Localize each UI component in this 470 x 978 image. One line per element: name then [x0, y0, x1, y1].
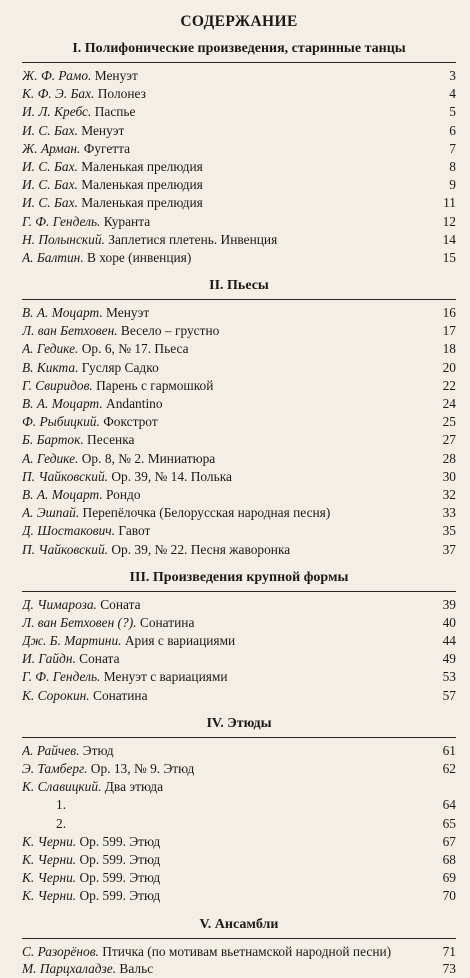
page-number: 6: [449, 122, 456, 138]
dot-leader: [193, 352, 428, 353]
entry-author: Д. Чимароза.: [22, 596, 97, 612]
entry-title: Соната: [100, 596, 141, 612]
entry-author: В. А. Моцарт.: [22, 305, 103, 321]
entry-text: [22, 760, 194, 778]
dot-leader: [164, 863, 428, 864]
page-number: 16: [442, 305, 456, 321]
toc-entry[interactable]: [22, 304, 456, 322]
dot-leader: [134, 152, 428, 153]
toc-entry[interactable]: [22, 340, 456, 358]
entry-text: [22, 395, 163, 413]
page-number: 18: [442, 341, 456, 357]
entry-title: Ор. 8, № 2. Миниатюра: [81, 450, 216, 466]
dot-leader: [236, 480, 428, 481]
toc-section: [22, 275, 456, 559]
toc-entry[interactable]: [22, 249, 456, 267]
entry-title: Ор. 599. Этюд: [79, 888, 161, 904]
entry-text: [22, 249, 191, 267]
toc-entry[interactable]: [22, 431, 456, 449]
entry-text: [22, 596, 141, 614]
toc-entry[interactable]: [22, 668, 456, 686]
dot-leader: [164, 899, 428, 900]
dot-leader: [167, 407, 428, 408]
entry-text: [22, 815, 66, 833]
page-number: 11: [443, 195, 456, 211]
page-number: 24: [442, 396, 456, 411]
page-number: 49: [442, 651, 456, 667]
toc-entry[interactable]: [22, 778, 456, 796]
entry-title: Гусляр Садко: [81, 359, 159, 375]
entry-author: И. С. Бах.: [22, 158, 78, 174]
entry-text: [22, 687, 148, 705]
dot-leader: [217, 389, 428, 390]
page-number: 61: [442, 742, 456, 758]
entry-text: [22, 158, 203, 176]
dot-leader: [70, 808, 428, 809]
entry-title: 2.: [56, 815, 67, 831]
page-number: 35: [442, 523, 456, 539]
dot-leader: [281, 243, 428, 244]
entry-title: Ор. 599. Этюд: [79, 870, 161, 886]
dot-leader: [207, 206, 428, 207]
entry-author: Г. Ф. Гендель.: [22, 669, 101, 685]
toc-sections: [22, 38, 456, 978]
toc-entry[interactable]: [22, 522, 456, 540]
entry-author: К. Черни.: [22, 888, 77, 904]
toc-entry[interactable]: [22, 140, 456, 158]
entry-text: [22, 67, 138, 85]
entry-author: Б. Барток.: [22, 432, 84, 448]
dot-leader: [154, 225, 428, 226]
page-number: 28: [442, 450, 456, 466]
page-number: 67: [442, 833, 456, 849]
dot-leader: [223, 334, 428, 335]
toc-entry[interactable]: [22, 614, 456, 632]
entry-title: Ор. 39, № 14. Полька: [111, 468, 232, 484]
toc-entry[interactable]: [22, 887, 456, 905]
dot-leader: [294, 553, 428, 554]
page-number: 25: [442, 414, 456, 430]
toc-entry[interactable]: [22, 359, 456, 377]
toc-entry[interactable]: [22, 322, 456, 340]
dot-leader: [162, 425, 428, 426]
page-number: 71: [442, 943, 456, 959]
entry-text: [22, 213, 150, 231]
dot-leader: [152, 699, 428, 700]
entry-text: [22, 413, 158, 431]
toc-entry[interactable]: [22, 943, 456, 960]
page-number: 7: [449, 140, 456, 156]
page-number: 65: [442, 815, 456, 831]
entry-text: [22, 322, 219, 340]
entry-title: Куранта: [103, 213, 151, 229]
entry-author: И. С. Бах.: [22, 195, 78, 211]
entry-text: [22, 468, 232, 486]
toc-entry[interactable]: [22, 176, 456, 194]
entry-title: Фугетта: [83, 140, 131, 156]
dot-leader: [118, 754, 428, 755]
dot-leader: [232, 680, 428, 681]
entry-title: Маленькая прелюдия: [81, 195, 203, 211]
entry-title: Сонатина: [139, 614, 195, 630]
entry-title: Весело – грустно: [120, 323, 220, 339]
toc-entry[interactable]: [22, 468, 456, 486]
section-divider: [22, 62, 456, 63]
dot-leader: [164, 845, 428, 846]
dot-leader: [153, 316, 428, 317]
page-number: 15: [442, 249, 456, 265]
entry-text: [22, 486, 141, 504]
dot-leader: [207, 188, 428, 189]
toc-entry[interactable]: [22, 103, 456, 121]
entry-title: Менуэт с вариациями: [103, 669, 228, 685]
entry-text: [22, 522, 150, 540]
entry-title: 1.: [56, 797, 67, 813]
entry-author: К. Сорокин.: [22, 687, 90, 703]
entry-author: А. Райчев.: [22, 742, 80, 758]
page-number: 5: [449, 104, 456, 120]
entry-text: [22, 450, 215, 468]
entry-text: [22, 85, 146, 103]
entry-text: [22, 231, 277, 249]
entry-title: Ор. 599. Этюд: [79, 833, 161, 849]
entry-text: [22, 742, 114, 760]
page-number: 73: [442, 960, 456, 976]
entry-text: [22, 887, 160, 905]
entry-author: С. Разорёнов.: [22, 943, 99, 959]
page-number: 4: [449, 86, 456, 102]
toc-section: [22, 713, 456, 906]
toc-entry[interactable]: [22, 377, 456, 395]
section-heading: II. Пьесы: [209, 278, 269, 294]
entry-author: А. Гедике.: [22, 450, 79, 466]
dot-leader: [207, 170, 428, 171]
toc-entry[interactable]: [22, 194, 456, 212]
entry-title: Менуэт: [81, 122, 125, 138]
entry-title: Два этюда: [104, 779, 164, 795]
dot-leader: [145, 608, 428, 609]
dot-leader: [198, 626, 428, 627]
entry-text: [22, 103, 135, 121]
toc-section: [22, 914, 456, 978]
dot-leader: [145, 498, 428, 499]
dot-leader: [138, 443, 428, 444]
entry-author: В. А. Моцарт.: [22, 486, 103, 502]
entry-author: К. Черни.: [22, 833, 77, 849]
entry-author: К. Ф. Э. Бах.: [22, 86, 95, 102]
page-number: 57: [442, 687, 456, 703]
entry-text: [22, 176, 203, 194]
entry-author: Н. Полынский.: [22, 231, 105, 247]
entry-author: И. С. Бах.: [22, 122, 78, 138]
entry-author: И. Л. Кребс.: [22, 104, 92, 120]
entry-author: И. С. Бах.: [22, 177, 78, 193]
section-divider: [22, 938, 456, 939]
page-number: 3: [449, 68, 456, 83]
dot-leader: [334, 516, 428, 517]
entry-title: Паспье: [94, 104, 136, 120]
dot-leader: [198, 772, 428, 773]
page-number: 33: [442, 505, 456, 521]
page-number: 53: [442, 669, 456, 685]
entry-author: А. Эшпай.: [22, 505, 80, 521]
entry-text: [22, 632, 235, 650]
entry-title: Соната: [79, 651, 120, 667]
entry-title: Ор. 13, № 9. Этюд: [90, 761, 195, 776]
entry-text: [22, 614, 194, 632]
entry-author: П. Чайковский.: [22, 541, 109, 557]
entry-text: [22, 869, 160, 887]
entry-title: Andantino: [106, 396, 163, 411]
entry-text: [22, 943, 405, 960]
page-number: 30: [442, 468, 456, 484]
entry-title: Гавот: [118, 523, 151, 539]
entry-author: П. Чайковский.: [22, 468, 109, 484]
section-divider: [22, 737, 456, 738]
entry-title: Рондо: [106, 486, 141, 502]
entry-text: [22, 796, 66, 814]
entry-text: [22, 359, 159, 377]
page-number: 17: [442, 323, 456, 339]
entry-title: Ор. 39, № 22. Песня жаворонка: [111, 541, 291, 557]
page-number: 69: [442, 870, 456, 886]
entry-title: Заплетися плетень. Инвенция: [108, 231, 278, 247]
entry-author: Г. Ф. Гендель.: [22, 213, 101, 229]
dot-leader: [157, 972, 428, 973]
toc-entry[interactable]: [22, 851, 456, 869]
dot-leader: [150, 97, 428, 98]
page-number: 37: [442, 541, 456, 557]
section-divider: [22, 591, 456, 592]
page-number: 32: [442, 486, 456, 502]
toc-section: [22, 567, 456, 705]
toc-entry[interactable]: [22, 815, 456, 833]
entry-author: Л. ван Бетховен.: [22, 323, 118, 339]
entry-title: Фокстрот: [103, 414, 158, 430]
entry-title: Маленькая прелюдия: [81, 158, 203, 174]
dot-leader: [142, 79, 428, 80]
page-number: 14: [442, 231, 456, 247]
page-number: 70: [442, 888, 456, 904]
page-title: СОДЕРЖАНИЕ: [180, 13, 298, 30]
section-heading: I. Полифонические произведения, старинные танцы: [72, 41, 406, 56]
entry-author: Ж. Арман.: [22, 140, 81, 156]
entry-author: Д. Шостакович.: [22, 523, 116, 539]
dot-leader: [219, 462, 428, 463]
entry-title: Перепёлочка (Белорусская народная песня): [82, 505, 331, 521]
toc-entry[interactable]: [22, 395, 456, 413]
dot-leader: [154, 534, 428, 535]
entry-author: А. Гедике.: [22, 341, 79, 357]
entry-author: Дж. Б. Мартини.: [22, 633, 122, 649]
section-heading: III. Произведения крупной формы: [129, 569, 349, 585]
page-number: 20: [442, 359, 456, 375]
toc-entry[interactable]: [22, 833, 456, 851]
entry-text: [22, 122, 124, 140]
entry-title: Парень с гармошкой: [96, 377, 214, 393]
toc-entry[interactable]: [22, 687, 456, 705]
dot-leader: [128, 134, 428, 135]
entry-author: И. Гайдн.: [22, 651, 76, 667]
page-number: 8: [449, 158, 456, 174]
entry-title: Этюд: [82, 742, 114, 758]
toc-entry[interactable]: [22, 67, 456, 85]
entry-text: [22, 504, 330, 522]
toc-entry[interactable]: [22, 213, 456, 231]
toc-entry[interactable]: [22, 85, 456, 103]
entry-title: Ария с вариациями: [124, 633, 236, 649]
entry-author: В. А. Моцарт.: [22, 396, 103, 411]
toc-entry[interactable]: [22, 541, 456, 559]
toc-entry[interactable]: [22, 742, 456, 760]
page-number: 22: [442, 377, 456, 393]
toc-entry[interactable]: [22, 632, 456, 650]
section-heading: IV. Этюды: [206, 715, 272, 731]
toc-entry[interactable]: [22, 650, 456, 668]
page-number: 40: [442, 614, 456, 630]
entry-title: Маленькая прелюдия: [81, 177, 203, 193]
dot-leader: [195, 261, 428, 262]
entry-text: [22, 431, 134, 449]
toc-entry[interactable]: [22, 504, 456, 522]
entry-text: [22, 960, 153, 978]
toc-section: [22, 38, 456, 267]
entry-text: [22, 304, 149, 322]
toc-entry[interactable]: [22, 450, 456, 468]
toc-entry[interactable]: [22, 796, 456, 814]
entry-title: Менуэт: [94, 68, 138, 83]
toc-entry[interactable]: [22, 122, 456, 140]
entry-text: [22, 194, 203, 212]
entry-text: [22, 650, 120, 668]
toc-entry[interactable]: [22, 486, 456, 504]
entry-text: [22, 833, 160, 851]
toc-entry[interactable]: [22, 869, 456, 887]
page-number: 68: [442, 851, 456, 867]
entry-title: Менуэт: [106, 305, 150, 321]
page-number: 27: [442, 432, 456, 448]
dot-leader: [167, 790, 428, 791]
entry-text: [22, 377, 213, 395]
page-number: 62: [442, 761, 456, 776]
dot-leader: [239, 644, 428, 645]
dot-leader: [124, 662, 428, 663]
entry-text: [22, 140, 130, 158]
page-number: 12: [442, 213, 456, 229]
entry-title: Ор. 599. Этюд: [79, 851, 161, 867]
entry-text: [22, 541, 290, 559]
dot-leader: [70, 827, 428, 828]
entry-author: М. Парцхаладзе.: [22, 960, 117, 976]
entry-title: Вальс: [119, 960, 154, 976]
entry-title: Сонатина: [93, 687, 148, 703]
entry-text: [22, 851, 160, 869]
entry-text: [22, 340, 189, 358]
toc-entry[interactable]: [22, 413, 456, 431]
dot-leader: [409, 959, 428, 960]
toc-entry[interactable]: [22, 760, 456, 778]
entry-author: К. Славицкий.: [22, 779, 102, 795]
entry-author: Ж. Ф. Рамо.: [22, 68, 92, 83]
toc-entry[interactable]: [22, 158, 456, 176]
entry-author: К. Черни.: [22, 851, 77, 867]
entry-author: Э. Тамберг.: [22, 761, 88, 776]
toc-entry[interactable]: [22, 960, 456, 978]
section-heading: V. Ансамбли: [199, 916, 279, 932]
dot-leader: [139, 115, 428, 116]
page-number: 44: [442, 633, 456, 649]
entry-author: Ф. Рыбицкий.: [22, 414, 100, 430]
entry-author: В. Кикта.: [22, 359, 79, 375]
page-number: 64: [442, 797, 456, 813]
entry-author: Л. ван Бетховен (?).: [22, 614, 137, 630]
dot-leader: [164, 881, 428, 882]
entry-author: Г. Свиридов.: [22, 377, 93, 393]
toc-entry[interactable]: [22, 596, 456, 614]
toc-entry[interactable]: [22, 231, 456, 249]
entry-author: К. Черни.: [22, 870, 77, 886]
entry-author: А. Балтин.: [22, 249, 84, 265]
entry-title: Птичка (по мотивам вьетнамской народной песни): [102, 943, 392, 959]
page-number: 39: [442, 596, 456, 612]
section-divider: [22, 299, 456, 300]
entry-title: Ор. 6, № 17. Пьеса: [81, 341, 189, 357]
dot-leader: [163, 371, 428, 372]
entry-title: Песенка: [87, 432, 135, 448]
entry-text: [22, 778, 163, 796]
entry-title: Полонез: [97, 86, 146, 102]
entry-title: В хоре (инвенция): [87, 249, 192, 265]
entry-text: [22, 668, 228, 686]
page-number: 9: [449, 177, 456, 193]
